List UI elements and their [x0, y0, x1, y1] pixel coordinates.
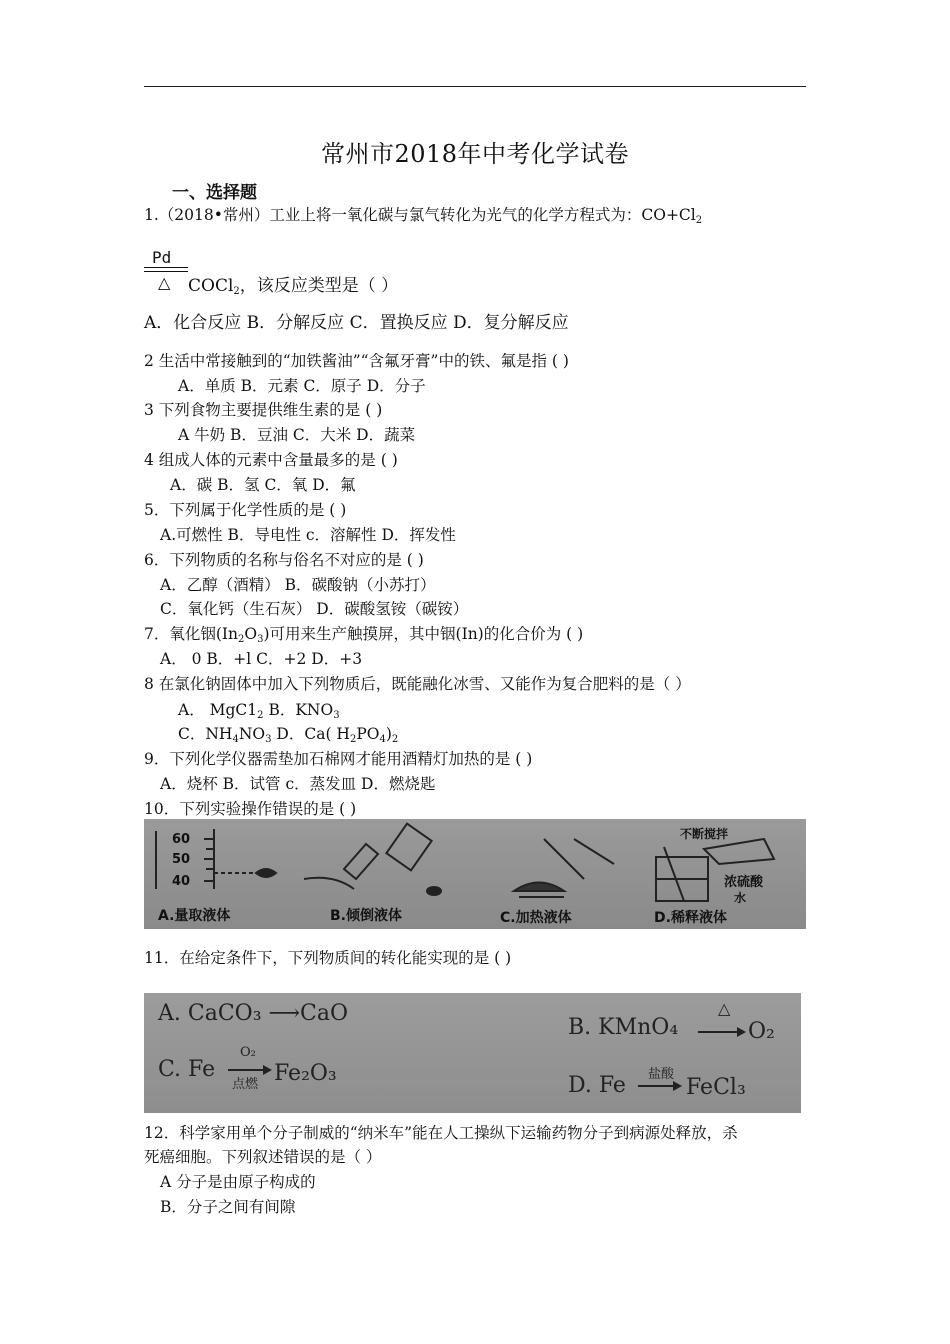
q4-stem: 4 组成人体的元素中含量最多的是 ( ): [144, 451, 398, 469]
option-c-condition-top: O₂: [240, 1045, 256, 1060]
q5-stem: 5．下列属于化学性质的是 ( ): [144, 501, 347, 519]
option-c-arrow: [228, 1069, 270, 1071]
cylinder-tick-50: 50: [172, 852, 191, 867]
q6-options-row1: A．乙醇（酒精） B．碳酸钠（小苏打）: [160, 576, 436, 594]
q11-stem: 11．在给定条件下，下列物质间的转化能实现的是 ( ): [144, 949, 512, 967]
header-rule: [144, 86, 806, 87]
q8-options-row1: A． $MgC1_2$ B．$KNO_3$: [178, 701, 340, 721]
q5-options: A.可燃性 B．导电性 c．溶解性 D．挥发性: [160, 526, 456, 544]
q3-options: A 牛奶 B．豆油 C．大米 D．蔬菜: [178, 426, 416, 444]
q12-stem-line1: 12．科学家用单个分子制威的“纳米车”能在人工操纵下运输药物分子到病源处释放，杀: [144, 1124, 738, 1142]
cylinder-tick-40: 40: [172, 874, 191, 889]
annot-water: 水: [734, 891, 747, 905]
catalyst-label: Pd: [152, 248, 172, 267]
q1-product: COCl$_2$，该反应类型是（ ）: [188, 276, 399, 297]
cylinder-tick-60: 60: [172, 832, 191, 847]
reaction-line: [144, 267, 188, 268]
option-b-condition: △: [718, 999, 731, 1018]
label-b: B.倾倒液体: [330, 908, 402, 924]
option-d-product: FeCl₃: [686, 1075, 746, 1100]
q7-options: A． 0 B．+l C．+2 D．+3: [160, 650, 363, 668]
option-c-reactant: C. Fe: [158, 1057, 216, 1082]
option-d-arrow: [638, 1085, 680, 1087]
annot-acid: 浓硫酸: [724, 875, 764, 890]
q6-options-row2: C．氧化钙（生石灰） D．碳酸氢铵（碳铵）: [160, 600, 469, 618]
label-a: A.量取液体: [158, 908, 231, 924]
option-b-product: O₂: [748, 1019, 775, 1044]
q2-stem: 2 生活中常接触到的“加铁酱油”“含氟牙膏”中的铁、氟是指 ( ): [144, 352, 569, 370]
option-a-formula: A. CaCO₃ ⟶CaO: [158, 1001, 349, 1026]
page-title: 常州市2018年中考化学试卷: [320, 140, 630, 168]
q9-options: A．烧杯 B．试管 c．蒸发皿 D．燃烧匙: [160, 775, 436, 793]
label-d: D.稀释液体: [654, 910, 727, 926]
q3-stem: 3 下列食物主要提供维生素的是 ( ): [144, 401, 383, 419]
option-c-condition-bottom: 点燃: [232, 1077, 259, 1092]
q12-option-a: A 分子是由原子构成的: [160, 1173, 316, 1191]
q8-options-row2: C．$NH_4NO_3$ D．Ca( $H_2PO_4)_2$: [178, 725, 399, 745]
option-d-reactant: D. Fe: [568, 1073, 626, 1098]
option-b-reactant: B. KMnO₄: [568, 1015, 679, 1040]
q12-stem-line2: 死癌细胞。下列叙述错误的是（ ）: [144, 1148, 382, 1166]
q1-stem: 1.（2018•常州）工业上将一氧化碳与氯气转化为光气的化学方程式为：$CO+Cl_2$: [144, 206, 703, 226]
q12-option-b: B．分子之间有间隙: [160, 1198, 296, 1216]
q4-options: A．碳 B．氢 C．氧 D．氟: [170, 476, 356, 494]
q11-figure: [144, 993, 801, 1113]
q10-stem: 10．下列实验操作错误的是 ( ): [144, 800, 357, 818]
q2-options: A．单质 B．元素 C．原子 D．分子: [178, 377, 426, 395]
q9-stem: 9．下列化学仪器需垫加石棉网才能用酒精灯加热的是 ( ): [144, 750, 533, 768]
q8-stem: 8 在氯化钠固体中加入下列物质后，既能融化冰雪、又能作为复合肥料的是（ ）: [144, 675, 691, 693]
option-c-product: Fe₂O₃: [274, 1061, 337, 1086]
heat-symbol: △: [158, 273, 171, 292]
q1-options: A．化合反应 B．分解反应 C．置换反应 D．复分解反应: [144, 313, 569, 333]
q6-stem: 6．下列物质的名称与俗名不对应的是 ( ): [144, 551, 424, 569]
reaction-line: [144, 271, 188, 272]
label-c: C.加热液体: [500, 910, 572, 926]
annot-stir: 不断搅拌: [680, 827, 729, 841]
option-b-arrow: [698, 1031, 744, 1033]
q10-figure: [144, 819, 806, 929]
section-heading: 一、选择题: [172, 183, 257, 203]
q7-stem: 7．氧化铟$(In_2O_3)$可用来生产触摸屏，其中铟(In)的化合价为 ( ): [144, 625, 584, 645]
option-d-condition: 盐酸: [648, 1067, 675, 1082]
